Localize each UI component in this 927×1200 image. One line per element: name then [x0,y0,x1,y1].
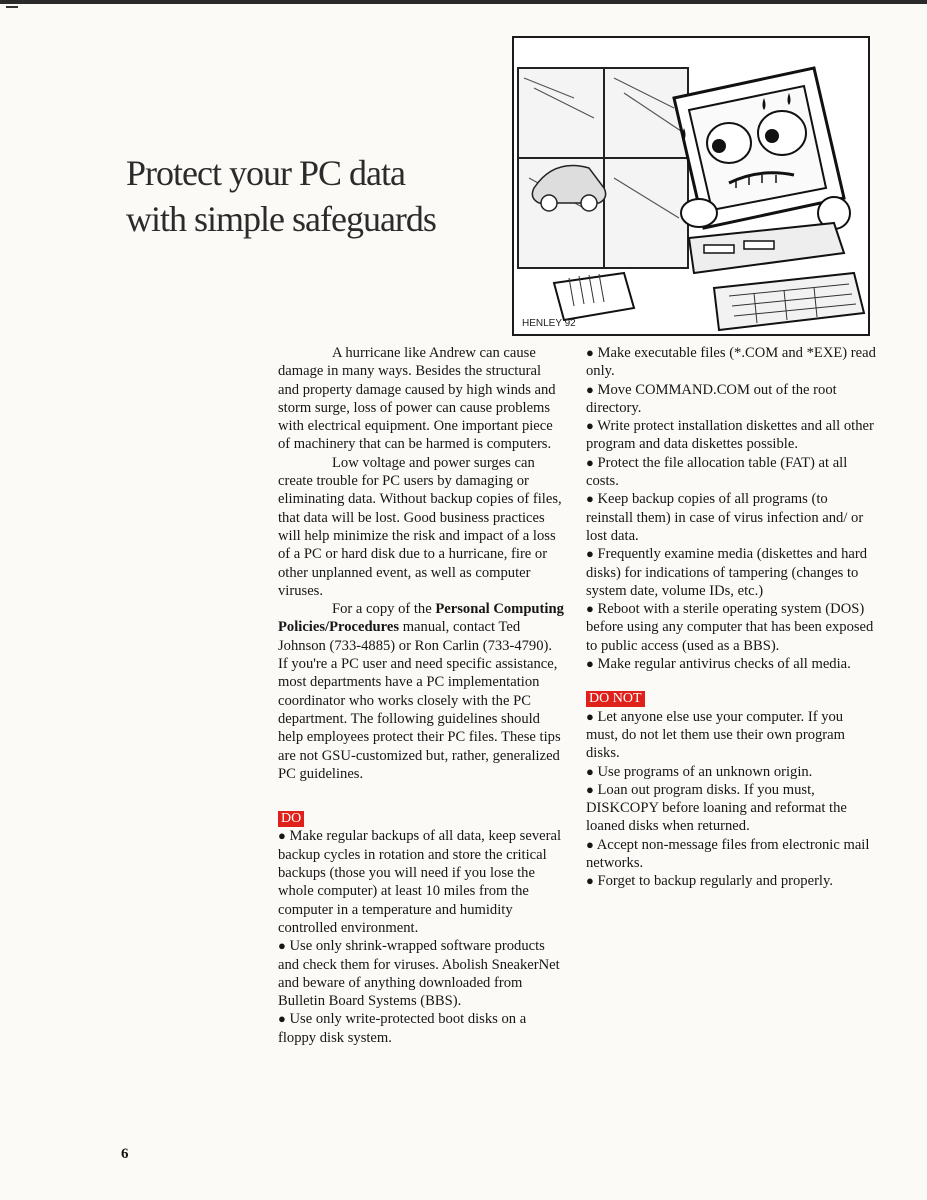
bullet-icon: ● [586,656,594,672]
do-item: ● Frequently examine media (diskettes and hard disks) for indications of tampering (changes to system date, volume IDs, etc.) [586,546,868,599]
bullet-icon: ● [586,763,594,779]
intro-paragraph-3 [278,600,564,783]
do-item: ● Use only shrink-wrapped software products and check them for viruses. Abolish SneakerNet and beware of anything downloaded from Bulletin Board Systems (BBS). [278,938,560,1010]
bullet-icon: ● [586,454,594,470]
bullet-icon: ● [586,418,594,434]
intro-paragraph-2: Low voltage and power surges can create trouble for PC users by damaging or eliminating data. Without backup copies of files, that data will be lost. Good business practices will help minimize the risk and impact of a loss of a PC or hard disk due to a hurricane, fire or other unplanned event, as well as computer viruses. [278,454,562,599]
left-column [278,344,564,1047]
dont-item: ● Use programs of an unknown origin. [586,763,813,780]
do-item: ● Make regular antivirus checks of all media. [586,656,851,673]
bullet-icon: ● [278,828,286,844]
bullet-icon: ● [586,873,594,889]
bullet-icon: ● [586,708,594,724]
crt-monitor-cartoon-icon [514,38,868,334]
title-line-1: Protect your PC data [126,153,405,193]
bullet-icon: ● [586,546,594,562]
bullet-icon: ● [278,1011,286,1027]
bullet-icon: ● [586,836,594,852]
bullet-icon: ● [278,938,286,954]
bullet-icon: ● [586,345,594,360]
top-rule [0,0,927,4]
do-item: ● Move COMMAND.COM out of the root directory. [586,381,837,416]
do-item: ● Protect the file allocation table (FAT) at all costs. [586,454,848,490]
bullet-icon: ● [586,601,594,617]
manual-title: Personal Computing Policies/Procedures [278,601,564,636]
dont-item: ● Accept non-message files from electronic mail networks. [586,836,870,872]
do-item: ● Reboot with a sterile operating system (DOS) before using any computer that has been exposed to public access (used as a BBS). [586,601,874,654]
dont-item: ● Forget to backup regularly and properly. [586,873,833,890]
corner-mark [6,6,18,8]
title-line-2: with simple safeguards [126,199,436,239]
do-item: ● Write protect installation diskettes and all other program and data diskettes possible. [586,418,874,453]
do-item: ● Use only write-protected boot disks on a floppy disk system. [278,1011,527,1046]
dont-item: ● Let anyone else use your computer. If you must, do not let them use their own program disks. [586,708,845,762]
intro-paragraph-1: A hurricane like Andrew can cause damage in many ways. Besides the structural and property damage caused by high winds and storm surge, loss of power can cause problems with electrical equipment. One important piece of machinery that can be harmed is computers. [278,345,556,453]
do-item: ● Make executable files (*.COM and *EXE) read only. [586,345,876,380]
bullet-icon: ● [586,381,594,397]
p3-text-after: manual, contact Ted Johnson (733-4885) or Ron Carlin (733-4790). If you're a PC user and need specific assistance, most departments have a PC implementation coordinator who works closely with the PC department. The following guidelines should help employees protect their PC files. These tips are not GSU-customized but, rather, generalized PC guidelines. [278,619,561,782]
do-not-label: DO NOT [586,691,645,707]
right-column [586,344,878,891]
do-label: DO [278,811,304,827]
bullet-icon: ● [586,491,594,507]
dont-item: ● Loan out program disks. If you must, DISKCOPY before loaning and reformat the loaned disks when returned. [586,781,847,835]
article-title [126,150,506,242]
page-number: 6 [121,1146,129,1162]
do-item: ● Make regular backups of all data, keep several backup cycles in rotation and store the critical backups (those you will need if you lose the whole computer) at least 10 miles from the computer in a temperature and humidity controlled environment. [278,828,561,936]
cartoon-signature: HENLEY 92 [522,318,576,329]
do-item: ● Keep backup copies of all programs (to reinstall them) in case of virus infection and/ or lost data. [586,491,864,544]
p3-text-before: For a copy of the [332,601,436,618]
bullet-icon: ● [586,781,594,797]
cartoon-illustration [512,36,870,336]
